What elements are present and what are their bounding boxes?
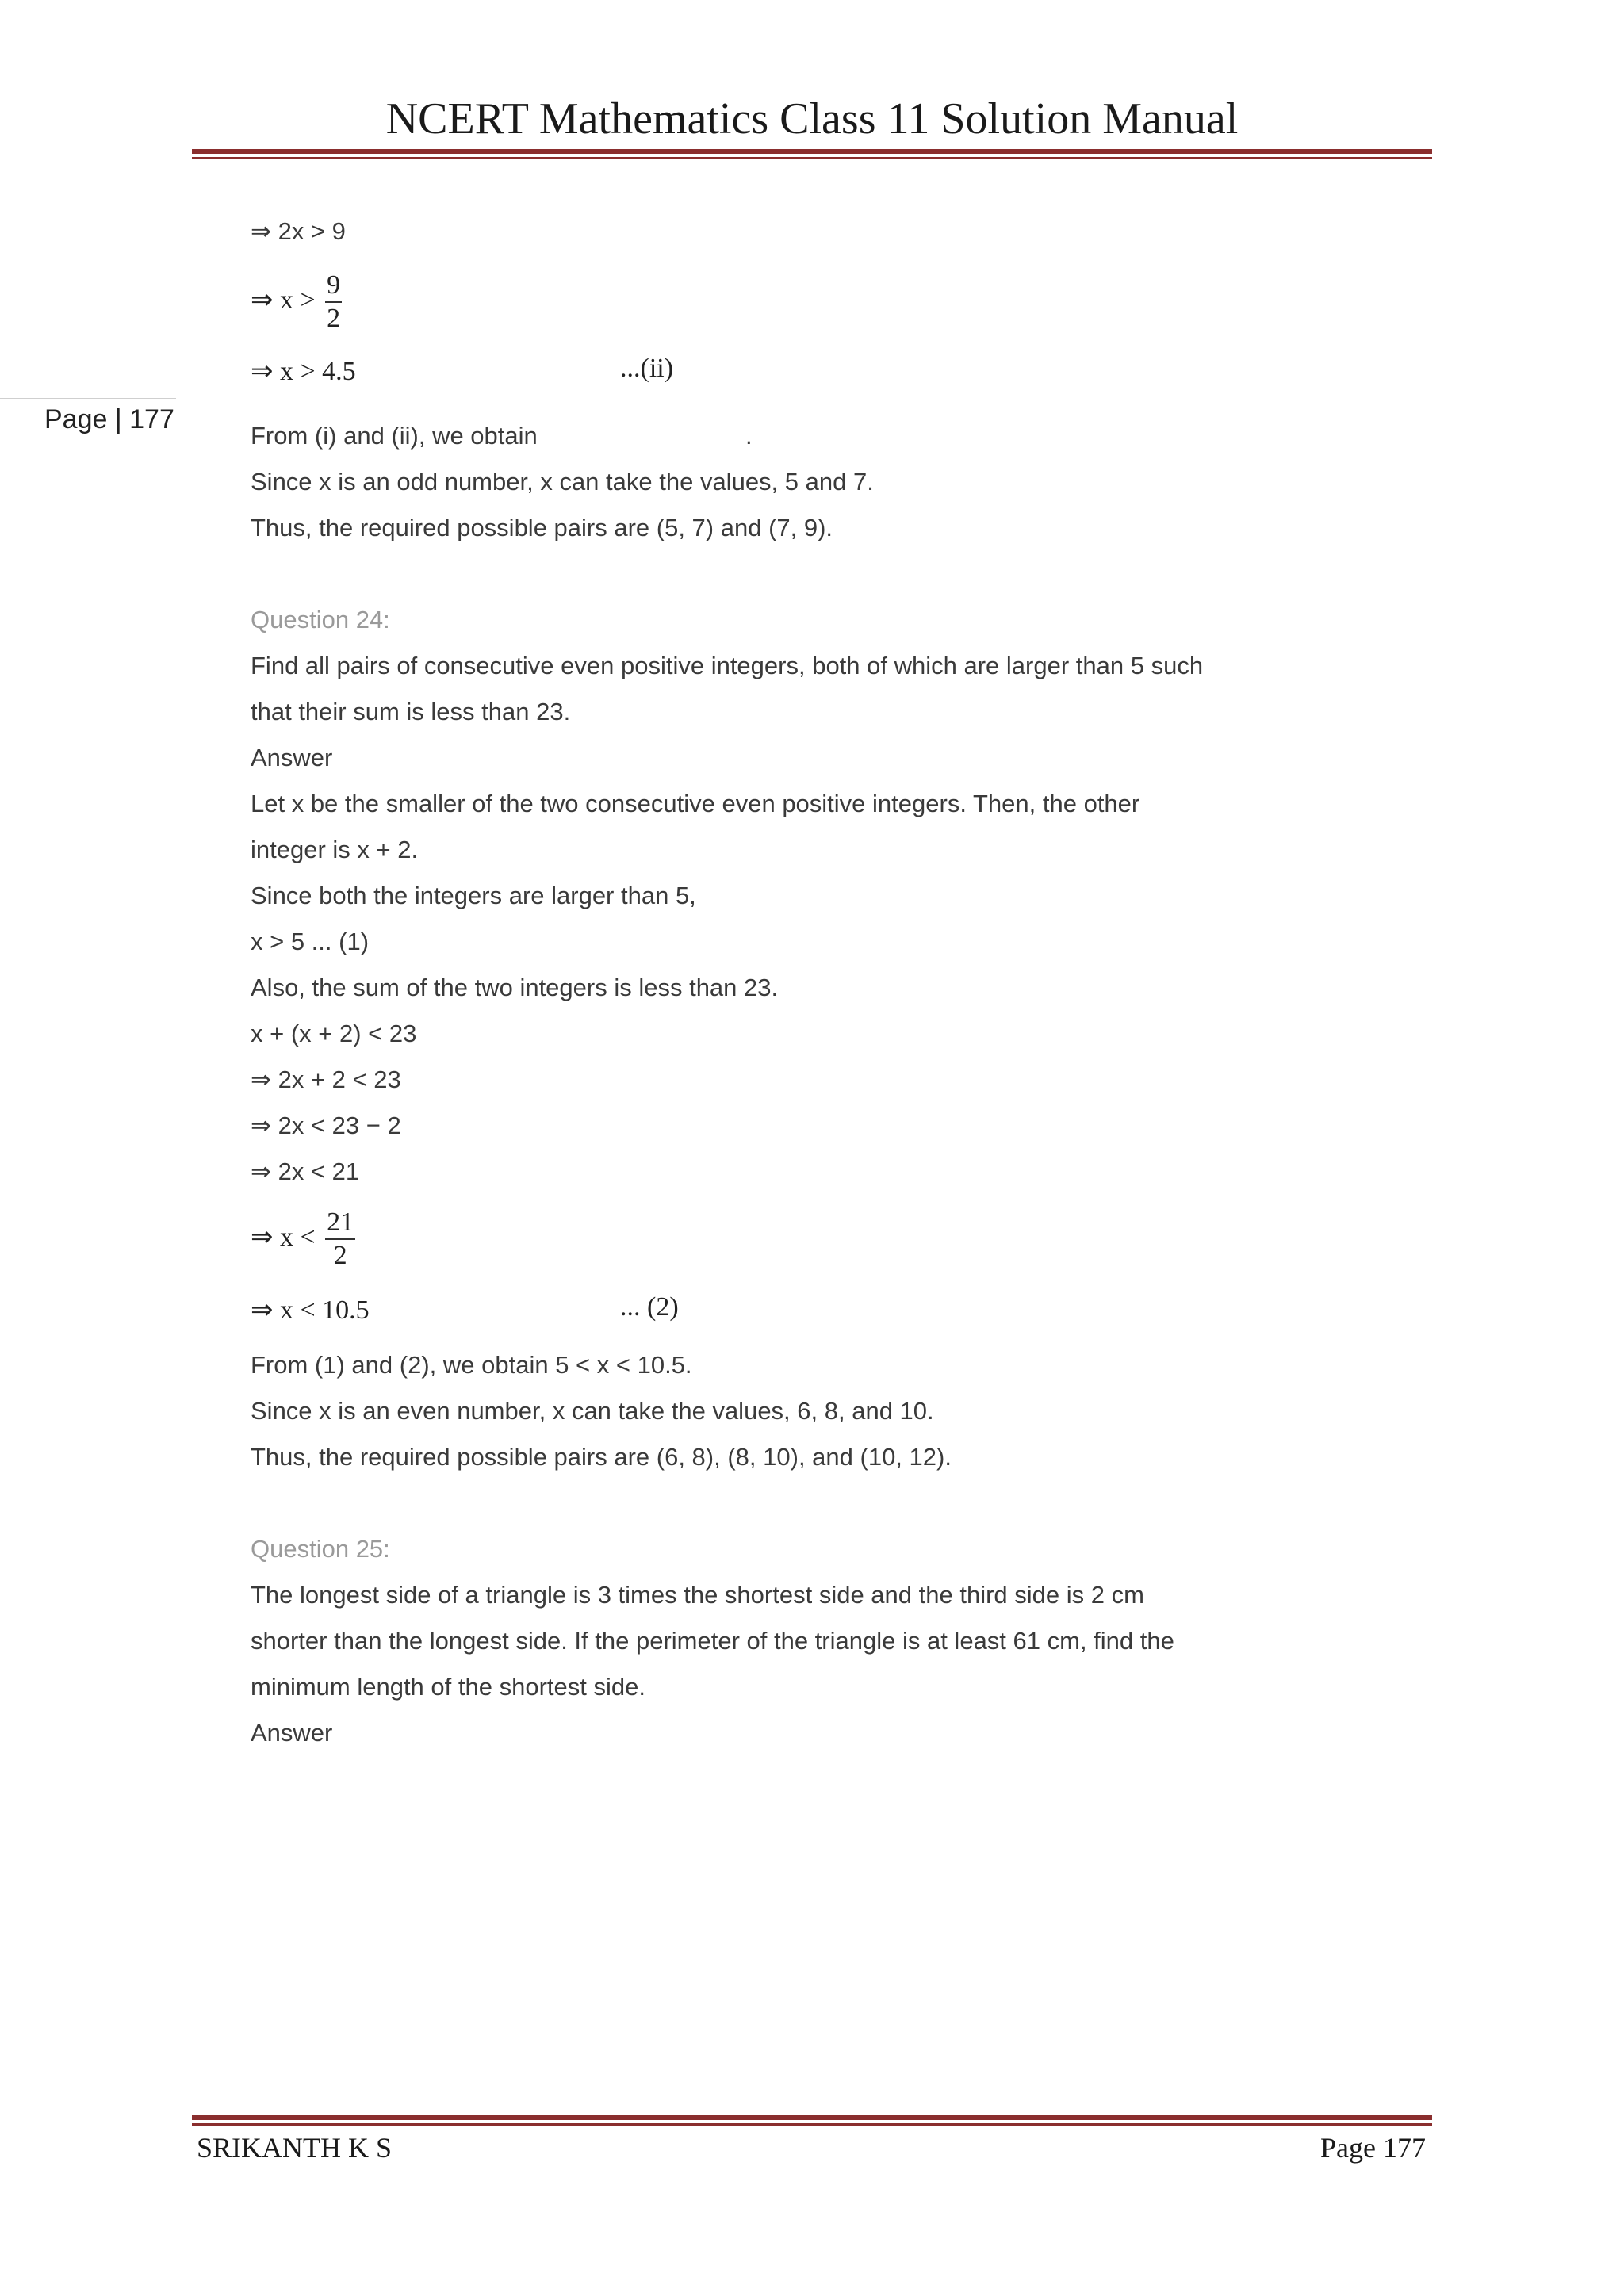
footer-rule-thick <box>192 2115 1432 2120</box>
math-prefix: ⇒ x > <box>251 285 316 315</box>
header-rule-thin <box>192 157 1432 159</box>
math-line: ⇒ x > 4.5 <box>251 357 356 386</box>
answer-text: ⇒ 2x < 21 <box>251 1158 360 1185</box>
fraction-denominator: 2 <box>333 1241 347 1270</box>
answer-label: Answer <box>251 1719 333 1747</box>
side-divider <box>0 398 176 399</box>
side-page-label: Page | 177 <box>44 404 174 434</box>
footer-author: SRIKANTH K S <box>197 2132 393 2164</box>
question-text: The longest side of a triangle is 3 times the shortest side and the third side is 2 cm <box>251 1581 1144 1609</box>
math-line: ⇒ 2x > 9 <box>251 217 346 245</box>
math-fraction-line <box>251 270 342 335</box>
question-text: minimum length of the shortest side. <box>251 1673 645 1701</box>
answer-text: x > 5 ... (1) <box>251 928 370 955</box>
text-line: Since x is an odd number, x can take the values, 5 and 7. <box>251 468 874 496</box>
text-line-tail: . <box>745 422 753 450</box>
question-heading: Question 24: <box>251 606 390 633</box>
page-header-title: NCERT Mathematics Class 11 Solution Manual <box>385 94 1239 144</box>
answer-text: Since x is an even number, x can take the values, 6, 8, and 10. <box>251 1397 934 1425</box>
header-rule-thick <box>192 149 1432 154</box>
equation-tag: ... (2) <box>620 1292 679 1322</box>
fraction-numerator: 21 <box>325 1207 355 1240</box>
fraction-numerator: 9 <box>325 270 342 303</box>
fraction-denominator: 2 <box>327 304 341 333</box>
question-text: that their sum is less than 23. <box>251 698 571 725</box>
answer-label: Answer <box>251 744 333 771</box>
answer-text: Also, the sum of the two integers is less than 23. <box>251 974 779 1001</box>
answer-text: Let x be the smaller of the two consecutive even positive integers. Then, the other <box>251 790 1140 817</box>
fraction <box>325 270 342 335</box>
question-text: shorter than the longest side. If the perimeter of the triangle is at least 61 cm, find the <box>251 1627 1174 1655</box>
answer-text: x + (x + 2) < 23 <box>251 1020 417 1047</box>
answer-text: integer is x + 2. <box>251 836 419 863</box>
math-fraction-line <box>251 1207 355 1272</box>
footer-page-number: Page 177 <box>1320 2132 1426 2164</box>
math-prefix: ⇒ x < <box>251 1222 316 1252</box>
text-line: From (i) and (ii), we obtain <box>251 422 538 450</box>
text-line: Thus, the required possible pairs are (5, 7) and (7, 9). <box>251 514 833 541</box>
question-heading: Question 25: <box>251 1535 390 1563</box>
equation-tag: ...(ii) <box>620 354 674 383</box>
answer-text: ⇒ 2x + 2 < 23 <box>251 1066 401 1093</box>
answer-text: ⇒ 2x < 23 − 2 <box>251 1112 401 1139</box>
footer-rule-thin <box>192 2123 1432 2126</box>
fraction <box>325 1207 355 1272</box>
answer-text: Since both the integers are larger than 5, <box>251 882 696 909</box>
answer-text: From (1) and (2), we obtain 5 < x < 10.5. <box>251 1351 692 1379</box>
math-line: ⇒ x < 10.5 <box>251 1295 370 1325</box>
question-text: Find all pairs of consecutive even positive integers, both of which are larger than 5 such <box>251 652 1204 679</box>
answer-text: Thus, the required possible pairs are (6, 8), (8, 10), and (10, 12). <box>251 1443 952 1471</box>
